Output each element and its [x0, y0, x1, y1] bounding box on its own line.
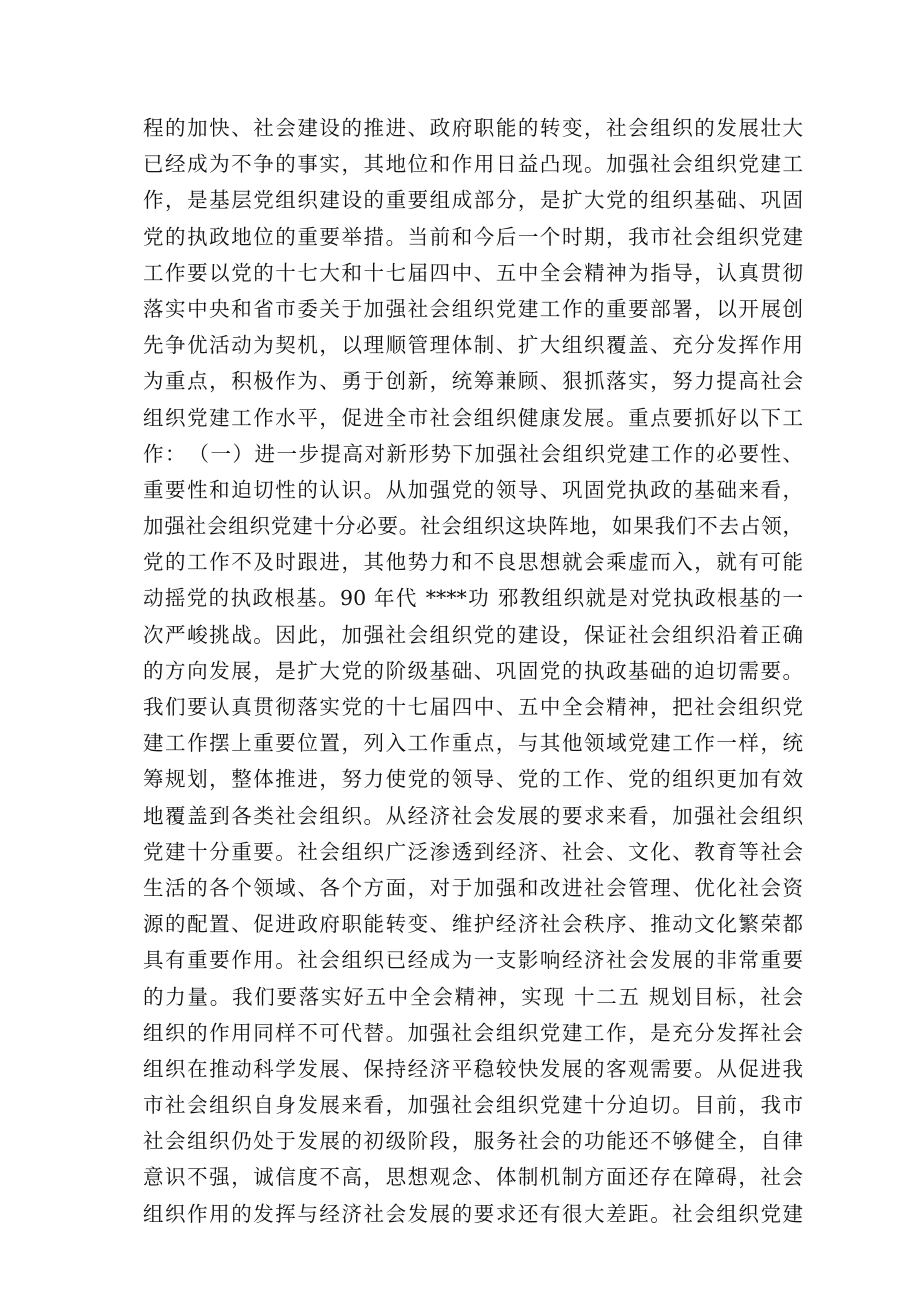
text-line: 我们要认真贯彻落实党的十七届四中、五中全会精神，把社会组织党 — [143, 695, 803, 719]
text-line: 作： （一）进一步提高对新形势下加强社会组织党建工作的必要性、 — [143, 441, 803, 466]
text-line: 工作要以党的十七大和十七届四中、五中全会精神为指导，认真贯彻 — [143, 260, 803, 285]
text-line: 次严峻挑战。因此，加强社会组织党的建设，保证社会组织沿着正确 — [143, 622, 803, 647]
text-line: 组织党建工作水平，促进全市社会组织健康发展。重点要抓好以下工 — [143, 405, 803, 430]
text-line: 地覆盖到各类社会组织。从经济社会发展的要求来看，加强社会组织 — [143, 803, 803, 828]
text-line: 具有重要作用。社会组织已经成为一支影响经济社会发展的非常重要 — [143, 948, 803, 973]
text-line: 动摇党的执政根基。90 年代 ****功 邪教组织就是对党执政根基的一 — [143, 586, 803, 611]
text-line: 组织在推动科学发展、保持经济平稳较快发展的客观需要。从促进我 — [143, 1056, 803, 1081]
text-line: 生活的各个领域、各个方面，对于加强和改进社会管理、优化社会资 — [143, 875, 803, 900]
text-line: 组织作用的发挥与经济社会发展的要求还有很大差距。社会组织党建 — [143, 1201, 803, 1226]
text-line: 筹规划，整体推进，努力使党的领导、党的工作、党的组织更加有效 — [143, 767, 803, 792]
text-line: 市社会组织自身发展来看，加强社会组织党建十分迫切。目前，我市 — [143, 1093, 803, 1118]
text-line: 组织的作用同样不可代替。加强社会组织党建工作，是充分发挥社会 — [143, 1020, 803, 1045]
text-line: 先争优活动为契机，以理顺管理体制、扩大组织覆盖、充分发挥作用 — [143, 333, 803, 358]
text-line: 源的配置、促进政府职能转变、维护经济社会秩序、推动文化繁荣都 — [143, 912, 803, 937]
text-line: 加强社会组织党建十分必要。社会组织这块阵地，如果我们不去占领， — [143, 514, 803, 539]
text-line: 程的加快、社会建设的推进、政府职能的转变，社会组织的发展壮大 — [143, 116, 803, 140]
text-line: 的力量。我们要落实好五中全会精神，实现 十二五 规划目标，社会 — [143, 984, 803, 1009]
text-line: 作，是基层党组织建设的重要组成部分，是扩大党的组织基础、巩固 — [143, 188, 803, 213]
text-line: 落实中央和省市委关于加强社会组织党建工作的重要部署，以开展创 — [143, 296, 803, 321]
text-line: 党的执政地位的重要举措。当前和今后一个时期，我市社会组织党建 — [143, 224, 803, 249]
text-line: 党的工作不及时跟进，其他势力和不良思想就会乘虚而入，就有可能 — [143, 550, 803, 575]
text-line: 重要性和迫切性的认识。从加强党的领导、巩固党执政的基础来看， — [143, 477, 803, 502]
body-paragraph — [143, 110, 803, 1232]
text-line: 的方向发展，是扩大党的阶级基础、巩固党的执政基础的迫切需要。 — [143, 658, 803, 683]
text-line: 建工作摆上重要位置，列入工作重点，与其他领域党建工作一样，统 — [143, 731, 803, 756]
text-line: 已经成为不争的事实，其地位和作用日益凸现。加强社会组织党建工 — [143, 152, 803, 177]
text-line: 社会组织仍处于发展的初级阶段，服务社会的功能还不够健全，自律 — [143, 1129, 803, 1154]
text-line: 为重点，积极作为、勇于创新，统筹兼顾、狠抓落实，努力提高社会 — [143, 369, 803, 394]
text-line: 党建十分重要。社会组织广泛渗透到经济、社会、文化、教育等社会 — [143, 839, 803, 864]
text-line: 意识不强，诚信度不高，思想观念、体制机制方面还存在障碍，社会 — [143, 1165, 803, 1190]
